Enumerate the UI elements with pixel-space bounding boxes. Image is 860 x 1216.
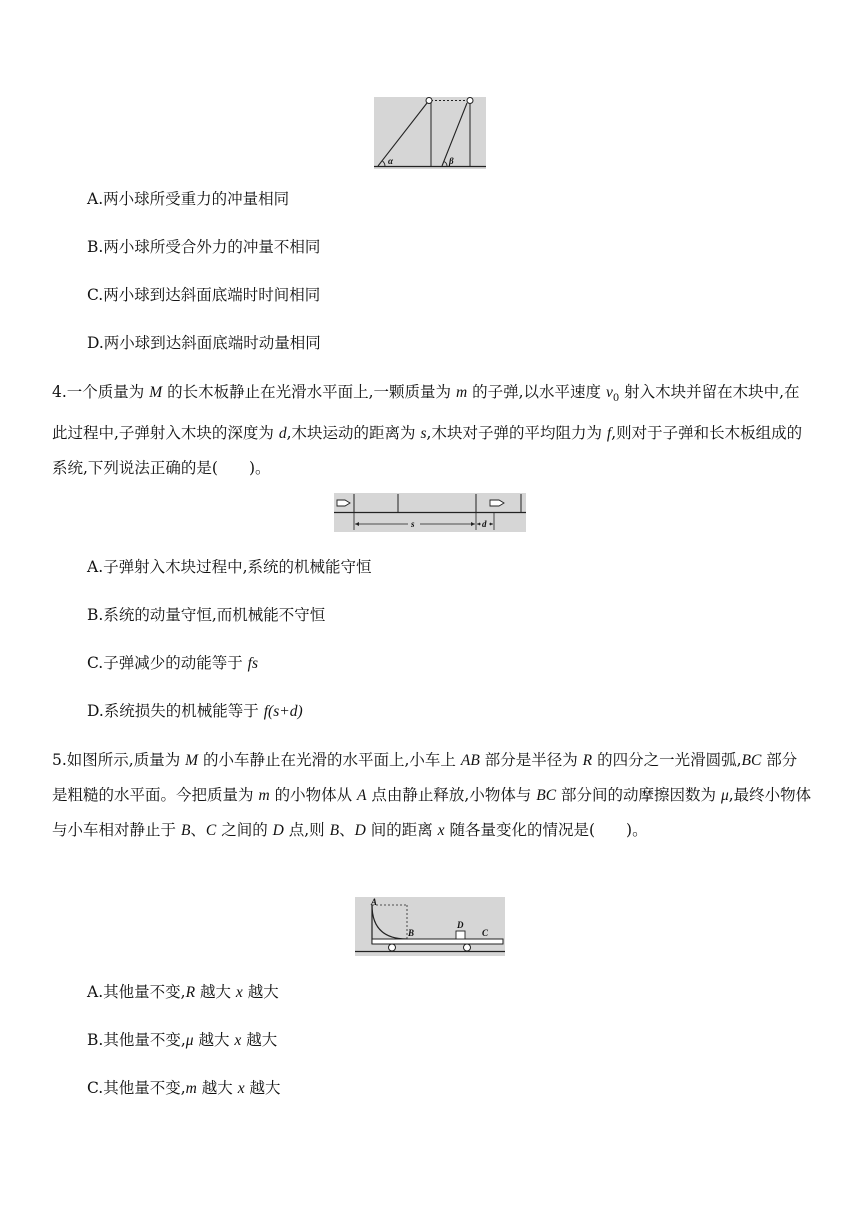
q4-option-b: B.系统的动量守恒,而机械能不守恒 [87,606,326,624]
q3-option-c: C.两小球到达斜面底端时时间相同 [87,286,321,304]
q5-option-b: B.其他量不变,μ 越大 x 越大 [87,1031,278,1049]
point-b-label: B [408,928,415,938]
q5-stem: 5.如图所示,质量为 M 的小车静止在光滑的水平面上,小车上 AB 部分是半径为 R 的四分之一光滑圆弧,BC 部分是粗糙的水平面。今把质量为 m 的小物体从 A 点由静止释放,小物体与 BC 部分间的动摩擦因数为 μ,最终小物体与小车相对静止于 B、C 之间的 D 点,则 B、D 间的距离 x 随各量变化的情况是( )。 [52,751,812,839]
beta-label: β [449,156,454,166]
q3-option-d: D.两小球到达斜面底端时动量相同 [87,334,321,352]
q4-option-a: A.子弹射入木块过程中,系统的机械能守恒 [87,558,372,576]
s-label: s [411,519,415,529]
q4-stem: 4.一个质量为 M 的长木板静止在光滑水平面上,一颗质量为 m 的子弹,以水平速度 $v_0$ 射入木块并留在木块中,在此过程中,子弹射入木块的深度为 d,木块运动的距离为 s,木块对子弹的平均阻力为 f,则对于子弹和长木板组成的系统,下列说法正确的是( )。 [52,383,803,478]
q5-option-c: C.其他量不变,m 越大 x 越大 [87,1079,281,1097]
q5-option-a: A.其他量不变,R 越大 x 越大 [87,983,279,1001]
point-c-label: C [482,928,489,938]
q3-option-b: B.两小球所受合外力的冲量不相同 [87,238,321,256]
inclines-figure [374,97,486,169]
point-a-label: A [371,897,378,907]
d-label: d [482,519,487,529]
alpha-label: α [388,156,393,166]
bullet-board-figure [334,493,526,532]
q4-option-c: C.子弹减少的动能等于 fs [87,654,259,672]
q4-option-d: D.系统损失的机械能等于 f(s+d) [87,702,303,720]
q3-option-a: A.两小球所受重力的冲量相同 [87,190,290,208]
point-d-label: D [457,920,464,930]
cart-figure [355,897,505,956]
